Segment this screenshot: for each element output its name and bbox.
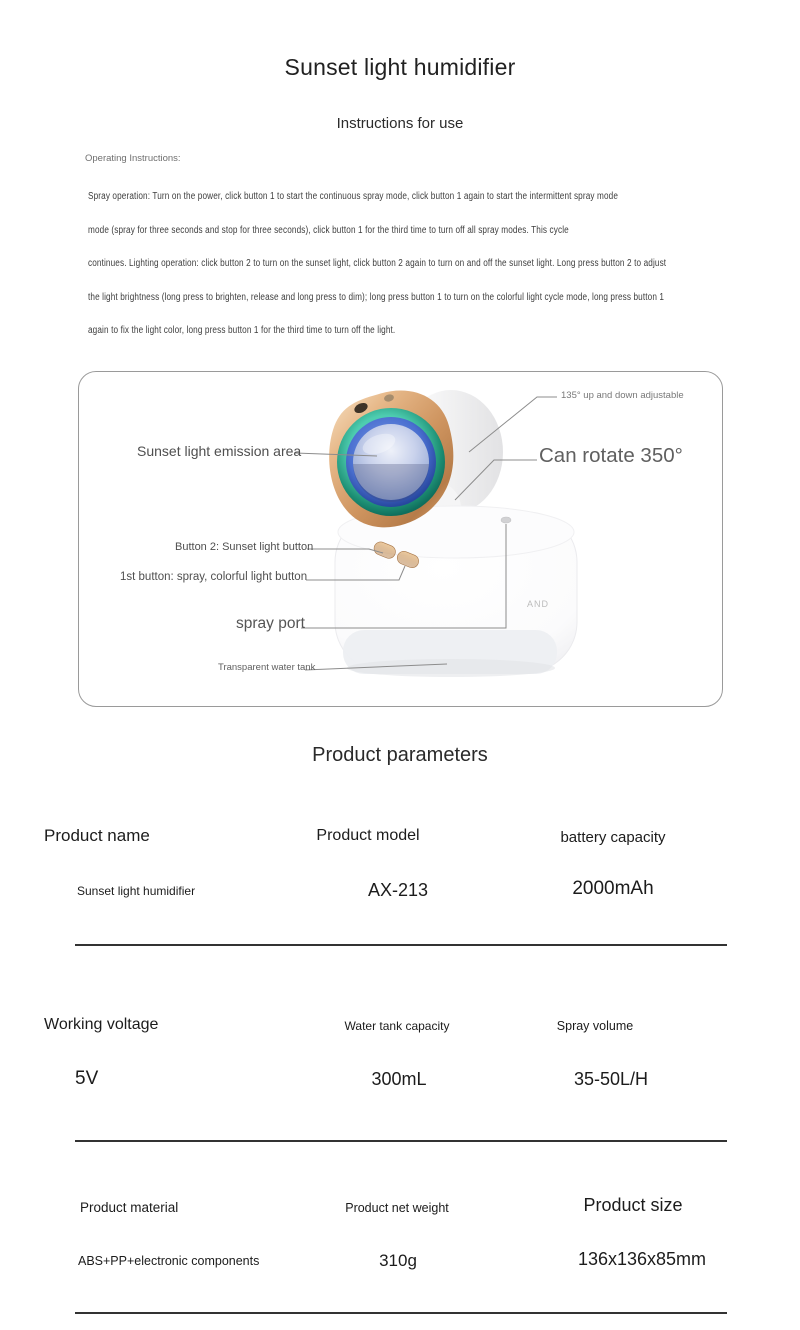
param-value-product-net-weight: 310g: [379, 1251, 417, 1270]
param-value-spray-volume: 35-50L/H: [573, 1069, 649, 1089]
param-label-product-model: Product model: [316, 827, 420, 844]
param-label-water-tank-capacity: Water tank capacity: [344, 1019, 450, 1033]
humidifier-illustration: [79, 372, 724, 708]
tank-bottom-shade: [347, 659, 555, 677]
param-label-working-voltage: Working voltage: [44, 1016, 159, 1033]
param-value-battery-capacity: 2000mAh: [572, 878, 654, 899]
page-title: Sunset light humidifier: [284, 54, 516, 80]
callout-button2: Button 2: Sunset light button: [175, 541, 314, 553]
spray-port-hole: [501, 517, 511, 523]
param-value-product-material: ABS+PP+electronic components: [78, 1254, 260, 1268]
section-divider: [75, 1140, 727, 1142]
page-subtitle: Instructions for use: [336, 115, 464, 132]
param-label-product-net-weight: Product net weight: [345, 1201, 449, 1215]
instruction-line: the light brightness (long press to brighten, release and long press to dim); long press button 1 to turn on the colorful light cycle mode, long press button 1: [88, 292, 665, 303]
callout-spray-port: spray port: [236, 615, 305, 632]
param-label-product-name: Product name: [44, 826, 150, 845]
param-value-working-voltage: 5V: [75, 1068, 99, 1089]
instruction-line: Spray operation: Turn on the power, click button 1 to start the continuous spray mode, click button 1 again to start the intermittent spray mode: [88, 191, 619, 202]
callout-rotate: Can rotate 350°: [539, 444, 683, 467]
parameters-heading: Product parameters: [312, 744, 488, 766]
callout-button1: 1st button: spray, colorful light button: [120, 571, 308, 583]
instruction-line: again to fix the light color, long press button 1 for the third time to turn off the light.: [88, 325, 396, 336]
section-divider: [75, 1312, 727, 1314]
param-label-product-size: Product size: [583, 1195, 683, 1215]
instruction-line: continues. Lighting operation: click button 2 to turn on the sunset light, click button 2 again to turn on and off the sunset light. Long press button 2 to adjust: [88, 258, 667, 269]
param-value-product-name: Sunset light humidifier: [77, 884, 196, 898]
section-divider: [75, 944, 727, 946]
operating-instructions-label: Operating Instructions:: [85, 153, 181, 164]
param-label-product-material: Product material: [80, 1200, 179, 1215]
callout-water-tank: Transparent water tank: [218, 662, 316, 673]
param-value-water-tank-capacity: 300mL: [371, 1069, 427, 1089]
product-diagram: [78, 371, 723, 707]
callout-emission-area: Sunset light emission area: [137, 443, 302, 459]
param-value-product-size: 136x136x85mm: [577, 1249, 707, 1269]
body-marking-text: AND: [527, 599, 550, 609]
param-label-battery-capacity: battery capacity: [560, 829, 666, 846]
param-value-product-model: AX-213: [367, 880, 429, 900]
instruction-line: mode (spray for three seconds and stop for three seconds), click button 1 for the third time to turn off all spray modes. This cycle: [88, 225, 569, 236]
callout-adjustable: 135° up and down adjustable: [561, 390, 684, 401]
param-label-spray-volume: Spray volume: [556, 1019, 634, 1033]
